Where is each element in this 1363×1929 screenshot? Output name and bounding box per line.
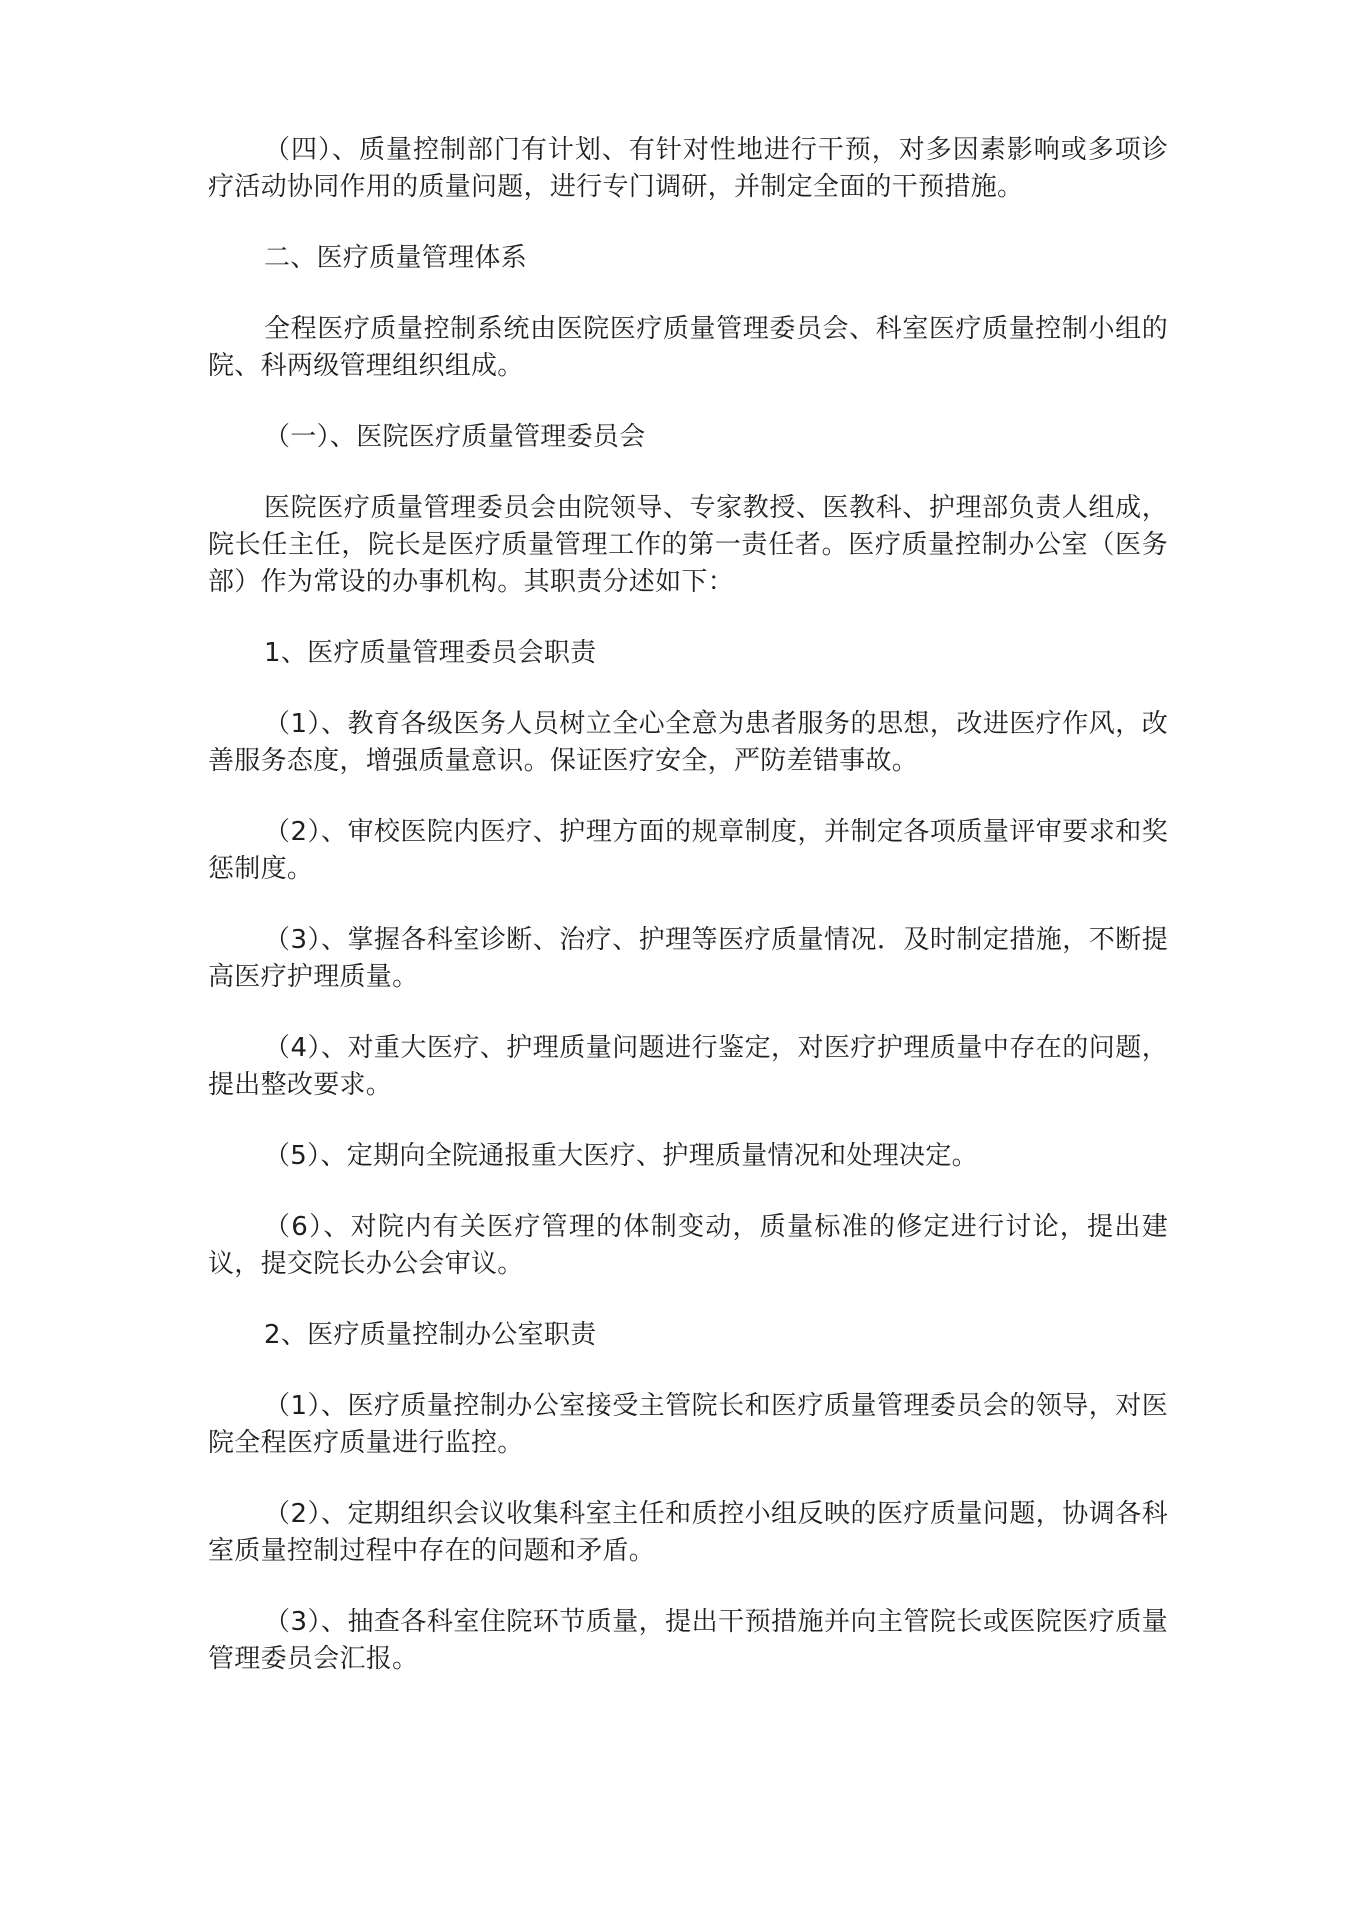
paragraph-intervention-4: （四）、质量控制部门有计划、有针对性地进行干预，对多因素影响或多项诊疗活动协同作用的质量问题，进行专门调研，并制定全面的干预措施。: [208, 135, 1168, 202]
subsection-heading-committee: （一）、医院医疗质量管理委员会: [264, 422, 646, 452]
section-heading-quality-system: 二、医疗质量管理体系: [264, 243, 528, 273]
office-duty-3: （3）、抽查各科室住院环节质量，提出干预措施并向主管院长或医院医疗质量管理委员会汇报。: [208, 1607, 1168, 1674]
committee-duty-3: （3）、掌握各科室诊断、治疗、护理等医疗质量情况．及时制定措施，不断提高医疗护理质量。: [208, 925, 1168, 992]
committee-duty-4: （4）、对重大医疗、护理质量问题进行鉴定，对医疗护理质量中存在的问题，提出整改要求。: [208, 1033, 1168, 1100]
paragraph-committee-composition: 医院医疗质量管理委员会由院领导、专家教授、医教科、护理部负责人组成，院长任主任，院长是医疗质量管理工作的第一责任者。医疗质量控制办公室（医务部）作为常设的办事机构。其职责分述如下：: [208, 493, 1168, 597]
committee-duty-1: （1）、教育各级医务人员树立全心全意为患者服务的思想，改进医疗作风，改善服务态度，增强质量意识。保证医疗安全，严防差错事故。: [208, 709, 1168, 776]
document-body: [208, 132, 1168, 1712]
heading-committee-duties: 1、医疗质量管理委员会职责: [264, 638, 597, 668]
office-duty-2: （2）、定期组织会议收集科室主任和质控小组反映的医疗质量问题，协调各科室质量控制过程中存在的问题和矛盾。: [208, 1499, 1168, 1566]
committee-duty-2: （2）、审校医院内医疗、护理方面的规章制度，并制定各项质量评审要求和奖惩制度。: [208, 817, 1168, 884]
office-duty-1: （1）、医疗质量控制办公室接受主管院长和医疗质量管理委员会的领导，对医院全程医疗质量进行监控。: [208, 1391, 1168, 1458]
committee-duty-6: （6）、对院内有关医疗管理的体制变动，质量标准的修定进行讨论，提出建议，提交院长办公会审议。: [208, 1212, 1168, 1279]
committee-duty-5: （5）、定期向全院通报重大医疗、护理质量情况和处理决定。: [264, 1141, 978, 1171]
heading-office-duties: 2、医疗质量控制办公室职责: [264, 1320, 597, 1350]
paragraph-system-overview: 全程医疗质量控制系统由医院医疗质量管理委员会、科室医疗质量控制小组的院、科两级管理组织组成。: [208, 314, 1168, 381]
